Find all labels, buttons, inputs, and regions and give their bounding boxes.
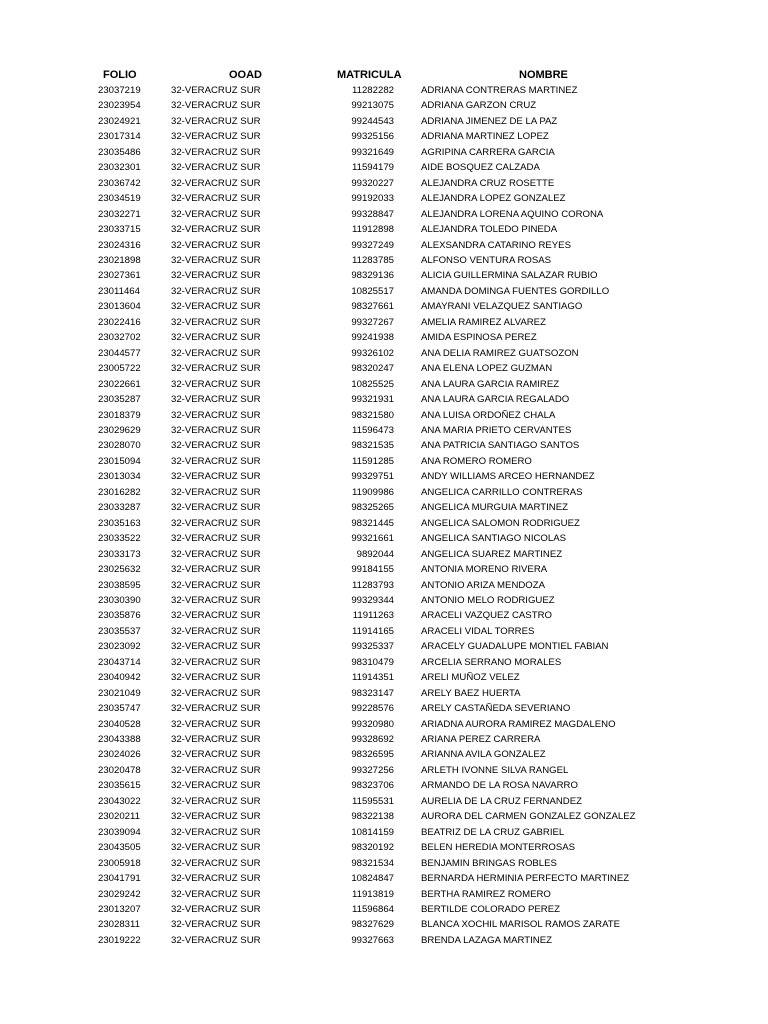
table-row: [0, 207, 768, 222]
cell-folio: 23024316: [98, 239, 141, 251]
cell-matricula: 98320247: [351, 363, 394, 375]
cell-nombre: ARACELI VIDAL TORRES: [421, 625, 535, 637]
cell-ooad: 32-VERACRUZ SUR: [171, 842, 261, 854]
cell-matricula: 11596864: [352, 904, 394, 916]
cell-folio: 23017314: [98, 131, 141, 143]
cell-matricula: 10814159: [351, 826, 394, 838]
table-row: [0, 98, 768, 113]
table-row: [0, 778, 768, 793]
cell-ooad: 32-VERACRUZ SUR: [171, 687, 261, 699]
table-row: [0, 176, 768, 191]
cell-matricula: 99321931: [351, 394, 394, 406]
cell-nombre: AMELIA RAMIREZ ALVAREZ: [421, 316, 546, 328]
cell-ooad: 32-VERACRUZ SUR: [171, 239, 261, 251]
cell-nombre: ARMANDO DE LA ROSA NAVARRO: [421, 780, 578, 792]
cell-ooad: 32-VERACRUZ SUR: [171, 718, 261, 730]
cell-nombre: ADRIANA MARTINEZ LOPEZ: [421, 131, 549, 143]
cell-matricula: 11913819: [352, 888, 394, 900]
cell-folio: 23018379: [98, 409, 141, 421]
cell-folio: 23025632: [98, 564, 141, 576]
cell-matricula: 11283793: [352, 579, 394, 591]
cell-matricula: 99244543: [351, 115, 394, 127]
table-row: [0, 361, 768, 376]
cell-ooad: 32-VERACRUZ SUR: [171, 672, 261, 684]
cell-matricula: 11282282: [352, 85, 394, 96]
cell-folio: 23032702: [98, 332, 141, 344]
cell-folio: 23035747: [98, 703, 141, 715]
cell-folio: 23041791: [98, 873, 141, 885]
cell-nombre: ADRIANA CONTRERAS MARTINEZ: [421, 85, 578, 96]
cell-nombre: ANTONIO ARIZA MENDOZA: [421, 579, 546, 591]
cell-matricula: 98310479: [351, 656, 394, 668]
cell-folio: 23043505: [98, 842, 141, 854]
cell-ooad: 32-VERACRUZ SUR: [171, 625, 261, 637]
cell-nombre: BERTHA RAMIREZ ROMERO: [421, 888, 551, 900]
cell-matricula: 99241938: [351, 332, 394, 344]
table-row: [0, 408, 768, 423]
cell-ooad: 32-VERACRUZ SUR: [171, 208, 261, 220]
document-table: [0, 68, 768, 948]
cell-ooad: 32-VERACRUZ SUR: [171, 811, 261, 823]
cell-ooad: 32-VERACRUZ SUR: [171, 734, 261, 746]
cell-nombre: ANDY WILLIAMS ARCEO HERNANDEZ: [421, 471, 595, 483]
cell-ooad: 32-VERACRUZ SUR: [171, 764, 261, 776]
cell-folio: 23033287: [98, 502, 141, 514]
cell-nombre: BERNARDA HERMINIA PERFECTO MARTINEZ: [421, 873, 630, 885]
cell-folio: 23033173: [98, 548, 141, 560]
cell-matricula: 99329751: [351, 471, 394, 483]
cell-matricula: 98323706: [351, 780, 394, 792]
table-row: [0, 346, 768, 361]
cell-folio: 23038595: [98, 579, 141, 591]
cell-matricula: 99327249: [351, 239, 394, 251]
cell-matricula: 98321534: [351, 857, 394, 869]
cell-ooad: 32-VERACRUZ SUR: [171, 610, 261, 622]
cell-nombre: BELEN HEREDIA MONTERROSAS: [421, 842, 576, 854]
cell-matricula: 10824847: [351, 873, 394, 885]
table-row: [0, 114, 768, 129]
table-row: [0, 578, 768, 593]
table-row: [0, 500, 768, 515]
cell-folio: 23013207: [98, 904, 141, 916]
table-row: [0, 238, 768, 253]
cell-nombre: ANGELICA CARRILLO CONTRERAS: [421, 486, 583, 498]
cell-ooad: 32-VERACRUZ SUR: [171, 749, 261, 761]
cell-matricula: 99326102: [351, 347, 394, 359]
table-row: [0, 423, 768, 438]
table-row: [0, 856, 768, 871]
cell-folio: 23029242: [98, 888, 141, 900]
cell-ooad: 32-VERACRUZ SUR: [171, 873, 261, 885]
cell-matricula: 99328847: [351, 208, 394, 220]
cell-ooad: 32-VERACRUZ SUR: [171, 857, 261, 869]
cell-matricula: 99325156: [351, 131, 394, 143]
cell-folio: 23037219: [98, 85, 141, 96]
cell-nombre: ANGELICA SANTIAGO NICOLAS: [421, 533, 567, 545]
table-row: [0, 624, 768, 639]
cell-ooad: 32-VERACRUZ SUR: [171, 486, 261, 498]
table-row: [0, 83, 768, 98]
table-row: [0, 531, 768, 546]
table-row: [0, 547, 768, 562]
cell-nombre: ANA ROMERO ROMERO: [421, 455, 532, 467]
cell-nombre: AMIDA ESPINOSA PEREZ: [421, 332, 537, 344]
table-row: [0, 284, 768, 299]
cell-ooad: 32-VERACRUZ SUR: [171, 579, 261, 591]
cell-nombre: ALEJANDRA CRUZ ROSETTE: [421, 177, 555, 189]
table-row: [0, 485, 768, 500]
cell-nombre: ALICIA GUILLERMINA SALAZAR RUBIO: [421, 270, 598, 282]
cell-nombre: ANGELICA SUAREZ MARTINEZ: [421, 548, 563, 560]
cell-ooad: 32-VERACRUZ SUR: [171, 301, 261, 313]
table-row: [0, 717, 768, 732]
cell-folio: 23035163: [98, 517, 141, 529]
cell-nombre: AMANDA DOMINGA FUENTES GORDILLO: [421, 285, 610, 297]
table-row: [0, 933, 768, 948]
cell-matricula: 11596473: [352, 424, 394, 436]
table-row: [0, 299, 768, 314]
cell-matricula: 9892044: [356, 548, 394, 560]
cell-nombre: AMAYRANI VELAZQUEZ SANTIAGO: [421, 301, 583, 313]
cell-ooad: 32-VERACRUZ SUR: [171, 594, 261, 606]
cell-nombre: ALEXSANDRA CATARINO REYES: [421, 239, 571, 251]
cell-folio: 23016282: [98, 486, 141, 498]
cell-nombre: AIDE BOSQUEZ CALZADA: [421, 162, 540, 174]
cell-matricula: 99228576: [351, 703, 394, 715]
cell-folio: 23021898: [98, 254, 141, 266]
cell-ooad: 32-VERACRUZ SUR: [171, 270, 261, 282]
header-matricula: MATRICULA: [337, 69, 402, 81]
table-row: [0, 438, 768, 453]
table-row: [0, 315, 768, 330]
cell-folio: 23020211: [98, 811, 140, 823]
cell-folio: 23023954: [98, 100, 141, 112]
cell-matricula: 11594179: [352, 162, 394, 174]
cell-folio: 23035486: [98, 146, 141, 158]
table-row: [0, 840, 768, 855]
cell-ooad: 32-VERACRUZ SUR: [171, 780, 261, 792]
cell-ooad: 32-VERACRUZ SUR: [171, 564, 261, 576]
cell-nombre: BEATRIZ DE LA CRUZ GABRIEL: [421, 826, 565, 838]
cell-nombre: ANA LAURA GARCIA REGALADO: [421, 394, 570, 406]
cell-nombre: AURORA DEL CARMEN GONZALEZ GONZALEZ: [421, 811, 636, 823]
cell-ooad: 32-VERACRUZ SUR: [171, 224, 261, 236]
cell-nombre: ALEJANDRA LOPEZ GONZALEZ: [421, 193, 566, 205]
cell-matricula: 11909986: [352, 486, 394, 498]
cell-folio: 23022661: [98, 378, 141, 390]
cell-ooad: 32-VERACRUZ SUR: [171, 440, 261, 452]
header-folio: FOLIO: [103, 69, 137, 81]
cell-folio: 23028311: [98, 919, 140, 931]
cell-nombre: ADRIANA JIMENEZ DE LA PAZ: [421, 115, 558, 127]
table-row: [0, 825, 768, 840]
table-row: [0, 392, 768, 407]
table-row: [0, 253, 768, 268]
table-row: [0, 655, 768, 670]
cell-nombre: BERTILDE COLORADO PEREZ: [421, 904, 560, 916]
cell-folio: 23023092: [98, 641, 141, 653]
cell-ooad: 32-VERACRUZ SUR: [171, 131, 261, 143]
table-row: [0, 763, 768, 778]
cell-folio: 23035537: [98, 625, 141, 637]
table-row: [0, 454, 768, 469]
cell-matricula: 98322138: [351, 811, 394, 823]
cell-ooad: 32-VERACRUZ SUR: [171, 934, 261, 946]
cell-ooad: 32-VERACRUZ SUR: [171, 100, 261, 112]
cell-nombre: ANGELICA SALOMON RODRIGUEZ: [421, 517, 580, 529]
cell-matricula: 99327256: [351, 764, 394, 776]
cell-folio: 23044577: [98, 347, 141, 359]
cell-nombre: ARELY CASTAÑEDA SEVERIANO: [421, 703, 571, 715]
cell-ooad: 32-VERACRUZ SUR: [171, 904, 261, 916]
cell-folio: 23036742: [98, 177, 141, 189]
cell-ooad: 32-VERACRUZ SUR: [171, 115, 261, 127]
table-row: [0, 887, 768, 902]
cell-ooad: 32-VERACRUZ SUR: [171, 656, 261, 668]
cell-nombre: BLANCA XOCHIL MARISOL RAMOS ZARATE: [421, 919, 621, 931]
cell-matricula: 99327663: [351, 934, 394, 946]
table-row: [0, 902, 768, 917]
cell-ooad: 32-VERACRUZ SUR: [171, 703, 261, 715]
cell-ooad: 32-VERACRUZ SUR: [171, 146, 261, 158]
table-header-row: [0, 68, 768, 83]
table-row: [0, 516, 768, 531]
cell-ooad: 32-VERACRUZ SUR: [171, 455, 261, 467]
cell-ooad: 32-VERACRUZ SUR: [171, 316, 261, 328]
table-row: [0, 701, 768, 716]
cell-ooad: 32-VERACRUZ SUR: [171, 363, 261, 375]
cell-folio: 23028070: [98, 440, 141, 452]
cell-nombre: ARACELI VAZQUEZ CASTRO: [421, 610, 552, 622]
cell-matricula: 99325337: [351, 641, 394, 653]
cell-nombre: ALEJANDRA LORENA AQUINO CORONA: [421, 208, 604, 220]
cell-matricula: 98327661: [351, 301, 394, 313]
cell-ooad: 32-VERACRUZ SUR: [171, 471, 261, 483]
cell-ooad: 32-VERACRUZ SUR: [171, 409, 261, 421]
cell-matricula: 99327267: [351, 316, 394, 328]
cell-folio: 23020478: [98, 764, 141, 776]
cell-folio: 23035287: [98, 394, 141, 406]
cell-ooad: 32-VERACRUZ SUR: [171, 347, 261, 359]
cell-matricula: 98325265: [351, 502, 394, 514]
cell-nombre: ANTONIO MELO RODRIGUEZ: [421, 594, 555, 606]
cell-matricula: 11911263: [352, 610, 394, 622]
cell-folio: 23039094: [98, 826, 141, 838]
table-row: [0, 377, 768, 392]
cell-ooad: 32-VERACRUZ SUR: [171, 548, 261, 560]
table-row: [0, 794, 768, 809]
cell-folio: 23024026: [98, 749, 141, 761]
cell-folio: 23024921: [98, 115, 141, 127]
cell-ooad: 32-VERACRUZ SUR: [171, 254, 261, 266]
cell-matricula: 11912898: [352, 224, 394, 236]
cell-nombre: ARIANA PEREZ CARRERA: [421, 734, 541, 746]
cell-matricula: 99321649: [351, 146, 394, 158]
cell-matricula: 11283785: [352, 254, 394, 266]
cell-ooad: 32-VERACRUZ SUR: [171, 517, 261, 529]
cell-folio: 23034519: [98, 193, 141, 205]
cell-ooad: 32-VERACRUZ SUR: [171, 424, 261, 436]
cell-nombre: ANA LUISA ORDOÑEZ CHALA: [421, 409, 556, 421]
cell-folio: 23015094: [98, 455, 141, 467]
cell-ooad: 32-VERACRUZ SUR: [171, 177, 261, 189]
cell-folio: 23043022: [98, 795, 141, 807]
cell-folio: 23032301: [98, 162, 141, 174]
cell-folio: 23005722: [98, 363, 141, 375]
cell-ooad: 32-VERACRUZ SUR: [171, 826, 261, 838]
cell-ooad: 32-VERACRUZ SUR: [171, 502, 261, 514]
cell-folio: 23043388: [98, 734, 141, 746]
cell-folio: 23019222: [98, 934, 141, 946]
cell-matricula: 98321445: [351, 517, 394, 529]
cell-nombre: ARELI MUÑOZ VELEZ: [421, 672, 520, 684]
cell-ooad: 32-VERACRUZ SUR: [171, 795, 261, 807]
header-ooad: OOAD: [229, 69, 262, 81]
table-row: [0, 268, 768, 283]
table-row: [0, 562, 768, 577]
cell-nombre: ANA LAURA GARCIA RAMIREZ: [421, 378, 560, 390]
cell-folio: 23040528: [98, 718, 141, 730]
cell-matricula: 99213075: [351, 100, 394, 112]
cell-matricula: 99192033: [351, 193, 394, 205]
cell-folio: 23029629: [98, 424, 141, 436]
cell-folio: 23035876: [98, 610, 141, 622]
cell-nombre: ARELY BAEZ HUERTA: [421, 687, 521, 699]
cell-nombre: ANA PATRICIA SANTIAGO SANTOS: [421, 440, 580, 452]
cell-folio: 23035615: [98, 780, 141, 792]
header-nombre: NOMBRE: [519, 69, 568, 81]
cell-matricula: 99329344: [351, 594, 394, 606]
cell-nombre: ANTONIA MORENO RIVERA: [421, 564, 548, 576]
table-row: [0, 469, 768, 484]
table-row: [0, 608, 768, 623]
cell-matricula: 98321580: [351, 409, 394, 421]
cell-nombre: ADRIANA GARZON CRUZ: [421, 100, 537, 112]
cell-folio: 23027361: [98, 270, 141, 282]
cell-matricula: 11914351: [352, 672, 394, 684]
cell-nombre: ANGELICA MURGUIA MARTINEZ: [421, 502, 568, 514]
cell-matricula: 11591285: [352, 455, 394, 467]
cell-folio: 23043714: [98, 656, 141, 668]
table-row: [0, 732, 768, 747]
cell-matricula: 99328692: [351, 734, 394, 746]
cell-nombre: ANA MARIA PRIETO CERVANTES: [421, 424, 572, 436]
cell-ooad: 32-VERACRUZ SUR: [171, 285, 261, 297]
table-row: [0, 191, 768, 206]
table-row: [0, 670, 768, 685]
cell-matricula: 98321535: [351, 440, 394, 452]
cell-ooad: 32-VERACRUZ SUR: [171, 394, 261, 406]
cell-matricula: 99320980: [351, 718, 394, 730]
cell-nombre: AURELIA DE LA CRUZ FERNANDEZ: [421, 795, 582, 807]
cell-nombre: ARCELIA SERRANO MORALES: [421, 656, 562, 668]
table-row: [0, 747, 768, 762]
cell-nombre: ANA DELIA RAMIREZ GUATSOZON: [421, 347, 579, 359]
cell-matricula: 98320192: [351, 842, 394, 854]
table-row: [0, 686, 768, 701]
cell-folio: 23013034: [98, 471, 141, 483]
cell-folio: 23040942: [98, 672, 141, 684]
table-row: [0, 917, 768, 932]
cell-folio: 23033522: [98, 533, 141, 545]
cell-nombre: ANA ELENA LOPEZ GUZMAN: [421, 363, 553, 375]
table-row: [0, 809, 768, 824]
cell-nombre: ALFONSO VENTURA ROSAS: [421, 254, 552, 266]
cell-ooad: 32-VERACRUZ SUR: [171, 332, 261, 344]
cell-matricula: 98327629: [351, 919, 394, 931]
cell-ooad: 32-VERACRUZ SUR: [171, 193, 261, 205]
cell-matricula: 99321661: [351, 533, 394, 545]
cell-matricula: 11595531: [352, 795, 394, 807]
cell-nombre: ARIADNA AURORA RAMIREZ MAGDALENO: [421, 718, 616, 730]
cell-folio: 23011464: [98, 285, 140, 297]
cell-matricula: 98323147: [351, 687, 394, 699]
cell-matricula: 10825517: [351, 285, 394, 297]
cell-folio: 23021049: [98, 687, 141, 699]
cell-ooad: 32-VERACRUZ SUR: [171, 378, 261, 390]
cell-nombre: BRENDA LAZAGA MARTINEZ: [421, 934, 552, 946]
table-row: [0, 593, 768, 608]
cell-ooad: 32-VERACRUZ SUR: [171, 919, 261, 931]
cell-folio: 23032271: [98, 208, 141, 220]
cell-ooad: 32-VERACRUZ SUR: [171, 85, 261, 96]
cell-folio: 23005918: [98, 857, 141, 869]
cell-nombre: AGRIPINA CARRERA GARCIA: [421, 146, 555, 158]
table-row: [0, 145, 768, 160]
table-body: [0, 83, 768, 948]
table-row: [0, 129, 768, 144]
table-row: [0, 330, 768, 345]
cell-matricula: 11914165: [352, 625, 394, 637]
table-row: [0, 871, 768, 886]
cell-ooad: 32-VERACRUZ SUR: [171, 888, 261, 900]
cell-matricula: 98326595: [351, 749, 394, 761]
cell-matricula: 98329136: [351, 270, 394, 282]
table-row: [0, 639, 768, 654]
cell-nombre: ARLETH IVONNE SILVA RANGEL: [421, 764, 569, 776]
cell-ooad: 32-VERACRUZ SUR: [171, 641, 261, 653]
cell-matricula: 10825525: [351, 378, 394, 390]
cell-ooad: 32-VERACRUZ SUR: [171, 162, 261, 174]
table-row: [0, 222, 768, 237]
cell-ooad: 32-VERACRUZ SUR: [171, 533, 261, 545]
cell-folio: 23030390: [98, 594, 141, 606]
cell-matricula: 99320227: [351, 177, 394, 189]
cell-folio: 23013604: [98, 301, 141, 313]
cell-folio: 23022416: [98, 316, 141, 328]
cell-nombre: ALEJANDRA TOLEDO PINEDA: [421, 224, 558, 236]
cell-matricula: 99184155: [351, 564, 394, 576]
cell-nombre: ARACELY GUADALUPE MONTIEL FABIAN: [421, 641, 609, 653]
table-row: [0, 160, 768, 175]
cell-nombre: ARIANNA AVILA GONZALEZ: [421, 749, 546, 761]
cell-nombre: BENJAMIN BRINGAS ROBLES: [421, 857, 557, 869]
cell-folio: 23033715: [98, 224, 141, 236]
